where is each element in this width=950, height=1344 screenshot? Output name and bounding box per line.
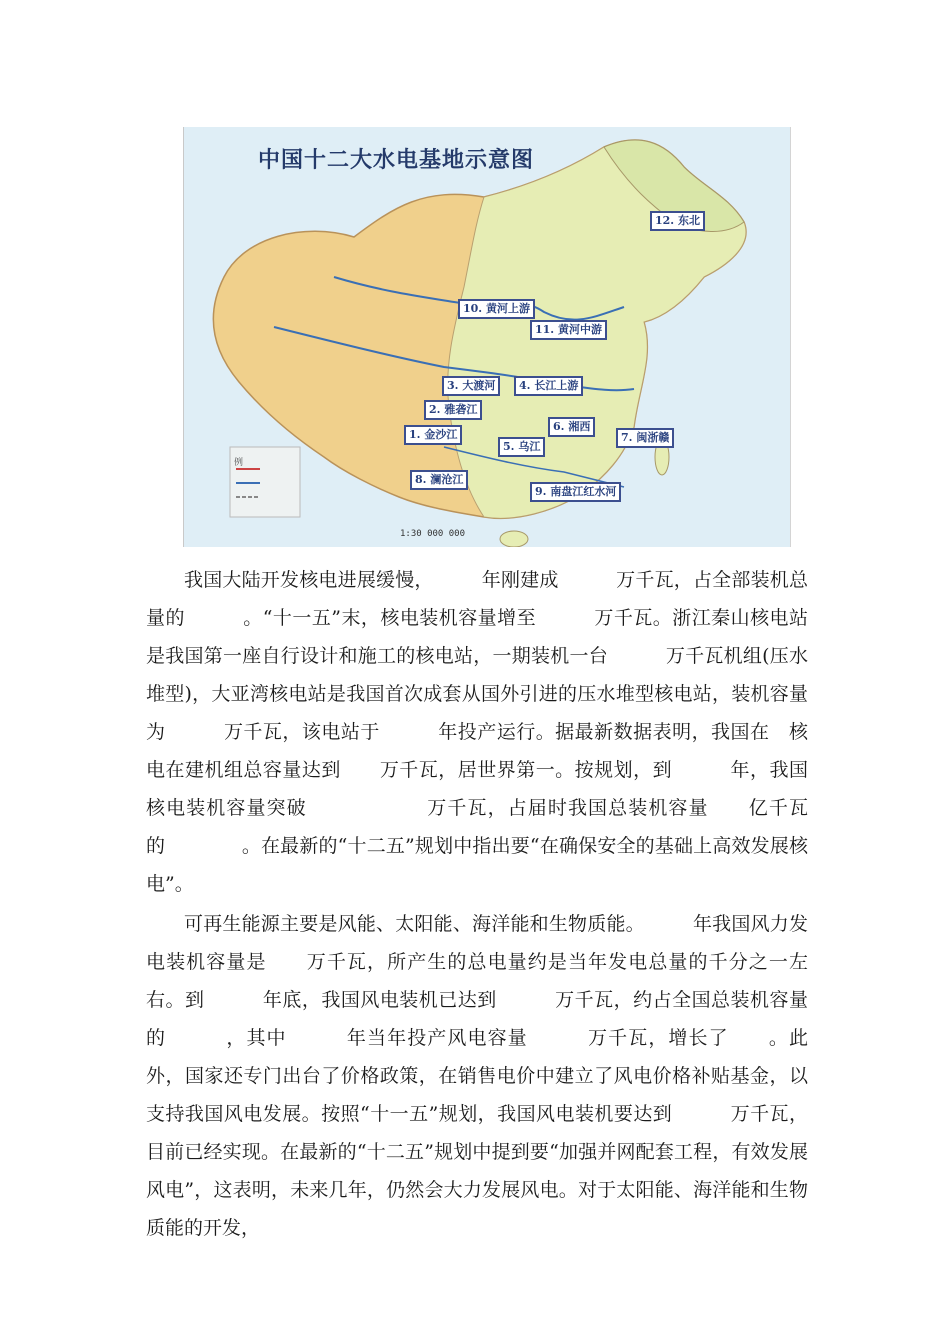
map-title: 中国十二大水电基地示意图 (258, 148, 535, 173)
paragraph-renewable: 可再生能源主要是风能、太阳能、海洋能和生物质能。 年我国风力发电装机容量是 万千瓦，所产生的总电量约是当年发电总量的千分之一左右。到 年底，我国风电装机已达到 万千瓦，约占全国总装机容量的 ，其中 年当年投产风电容量 万千瓦，增长了 。此外，国家还专门出台了价格政策，在销售电价中建立了风电价格补贴基金，以支持我国风电发展。按照“十一五”规划，我国风电装机要达到 万千瓦，目前已经实现。在最新的“十二五”规划中提到要“加强并网配套工程，有效发展风电”，这表明，未来几年，仍然会大力发展风电。对于太阳能、海洋能和生物质能的开发， (146, 913, 808, 1239)
map-label-10: 10. 黄河上游 (458, 299, 535, 319)
map-label-12: 12. 东北 (650, 211, 705, 231)
map-scale-text: 1:30 000 000 (400, 529, 466, 539)
map-label-8: 8. 澜沧江 (410, 470, 468, 490)
map-label-1: 1. 金沙江 (404, 425, 462, 445)
map-label-4: 4. 长江上游 (514, 376, 583, 396)
map-label-5: 5. 乌江 (498, 437, 545, 457)
hydropower-map-figure (183, 127, 791, 547)
map-label-2: 2. 雅砻江 (424, 400, 482, 420)
map-label-11: 11. 黄河中游 (530, 320, 607, 340)
map-label-3: 3. 大渡河 (442, 376, 500, 396)
document-body (146, 561, 808, 1247)
map-legend-title: 例 (234, 458, 244, 468)
hainan-island (500, 531, 528, 547)
china-map-graphic (184, 127, 790, 547)
paragraph-nuclear: 我国大陆开发核电进展缓慢， 年刚建成 万千瓦，占全部装机总量的 。“十一五”末，核电装机容量增至 万千瓦。浙江秦山核电站是我国第一座自行设计和施工的核电站，一期装机一台 万千瓦机组(压水堆型)，大亚湾核电站是我国首次成套从国外引进的压水堆型核电站，装机容量为 万千瓦，该电站于 年投产运行。据最新数据表明，我国在 核电在建机组总容量达到 万千瓦，居世界第一。按规划，到 年，我国核电装机容量突破 万千瓦，占届时我国总装机容量 亿千瓦的 。在最新的“十二五”规划中指出要“在确保安全的基础上高效发展核电”。 (146, 569, 808, 895)
map-label-7: 7. 闽浙赣 (616, 428, 674, 448)
map-label-6: 6. 湘西 (548, 417, 595, 437)
map-label-9: 9. 南盘江红水河 (530, 482, 621, 502)
